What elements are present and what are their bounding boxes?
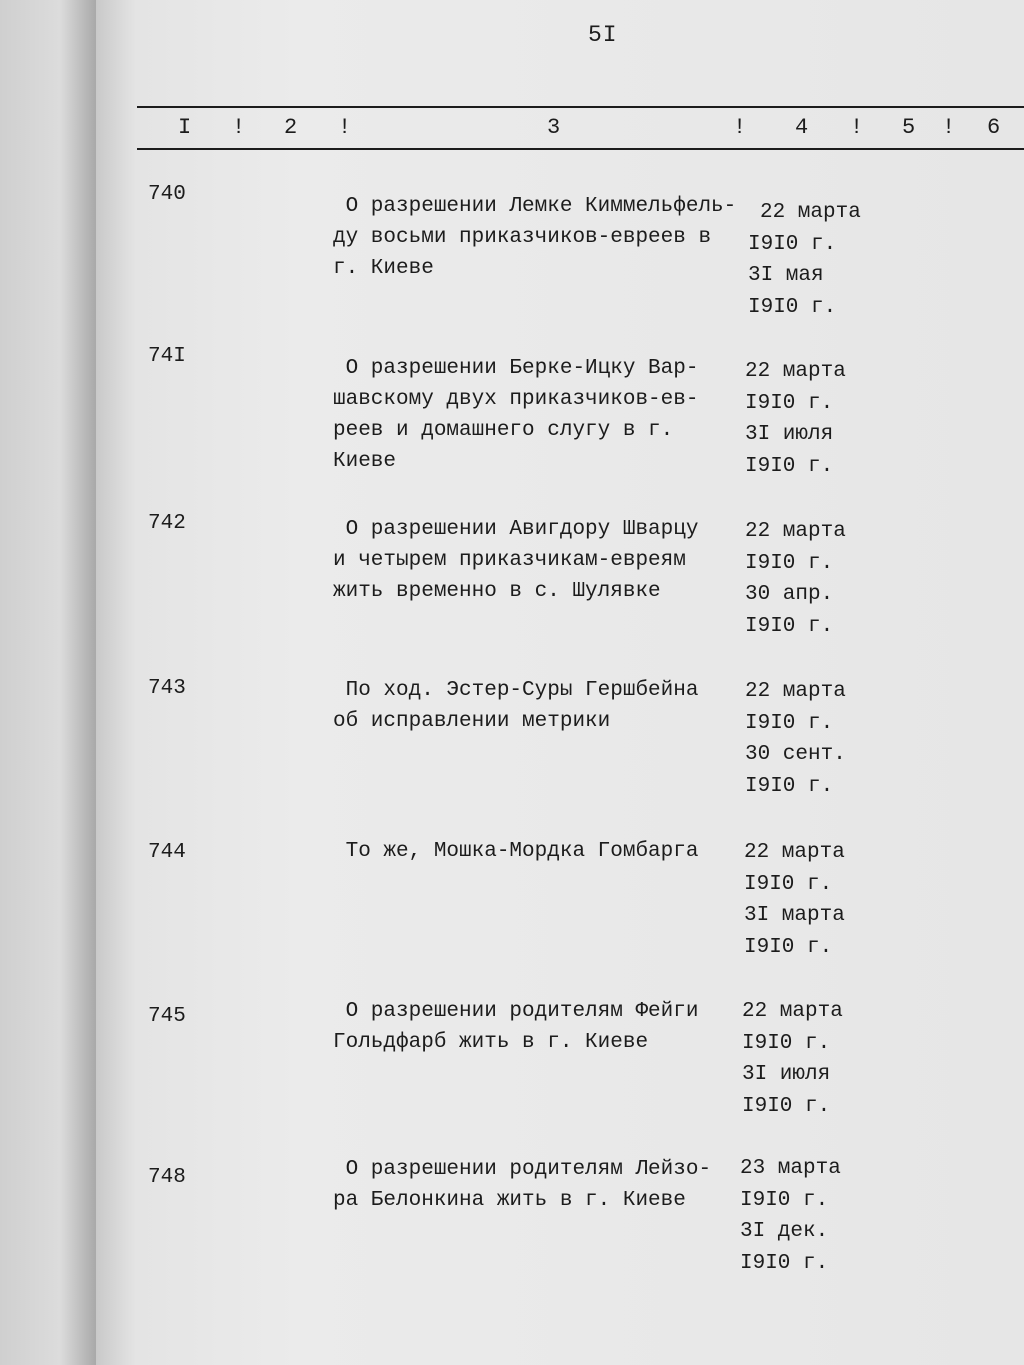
entry-number: 748 <box>148 1166 186 1189</box>
date-start: 22 марта <box>742 1000 843 1023</box>
header-bottom-rule <box>137 148 1024 150</box>
header-top-rule <box>137 106 1024 108</box>
entry-number: 745 <box>148 1005 186 1028</box>
year-start: I9I0 г. <box>744 872 833 896</box>
date-end: 3I дек. <box>740 1220 829 1243</box>
year-start: I9I0 г. <box>745 391 834 415</box>
year-end: I9I0 г. <box>748 295 837 319</box>
entry-description: По ход. Эстер-Суры Гершбейна об исправлении метрики <box>333 679 699 733</box>
entry-dates <box>745 676 846 802</box>
header-col-4: 4 <box>795 115 809 140</box>
entry-description: О разрешении Берке-Ицку Вар- шавскому двух приказчиков-ев- реев и домашнего слугу в г. Киеве <box>333 357 699 473</box>
year-start: I9I0 г. <box>745 551 834 575</box>
entry-number: 74I <box>148 345 186 368</box>
date-start: 22 марта <box>760 201 861 224</box>
year-end: I9I0 г. <box>745 614 834 638</box>
header-separator: ! <box>733 115 747 140</box>
entry-dates <box>744 837 845 963</box>
entry-description: О разрешении родителям Лейзо- ра Белонкина жить в г. Киеве <box>333 1158 712 1212</box>
header-col-6: 6 <box>987 115 1001 140</box>
date-end: 3I июля <box>742 1063 831 1086</box>
entry-dates <box>745 356 846 482</box>
entry-description: То же, Мошка-Мордка Гомбарга <box>333 840 699 863</box>
entry-dates <box>745 516 846 642</box>
entry-dates <box>742 996 843 1122</box>
year-end: I9I0 г. <box>745 774 834 798</box>
year-start: I9I0 г. <box>745 711 834 735</box>
year-end: I9I0 г. <box>745 454 834 478</box>
entry-number: 740 <box>148 183 186 206</box>
entry-dates <box>740 1153 841 1279</box>
year-start: I9I0 г. <box>742 1031 831 1055</box>
year-end: I9I0 г. <box>740 1251 829 1275</box>
entry-number: 742 <box>148 512 186 535</box>
date-start: 23 марта <box>740 1157 841 1180</box>
year-start: I9I0 г. <box>740 1188 829 1212</box>
header-separator: ! <box>338 115 352 140</box>
date-start: 22 марта <box>745 680 846 703</box>
date-end: 30 сент. <box>745 743 846 766</box>
page-number: 5I <box>588 22 618 48</box>
date-end: 3I июля <box>745 423 834 446</box>
header-col-2: 2 <box>284 115 298 140</box>
header-separator: ! <box>232 115 246 140</box>
header-col-1: I <box>178 115 192 140</box>
entry-number: 743 <box>148 677 186 700</box>
entry-dates <box>748 197 861 323</box>
year-end: I9I0 г. <box>744 935 833 959</box>
header-col-3: 3 <box>547 115 561 140</box>
header-separator: ! <box>850 115 864 140</box>
entry-number: 744 <box>148 841 186 864</box>
date-start: 22 марта <box>744 841 845 864</box>
header-col-5: 5 <box>902 115 916 140</box>
date-start: 22 марта <box>745 360 846 383</box>
year-end: I9I0 г. <box>742 1094 831 1118</box>
date-end: 30 апр. <box>745 583 834 606</box>
date-start: 22 марта <box>745 520 846 543</box>
year-start: I9I0 г. <box>748 232 837 256</box>
date-end: 3I марта <box>744 904 845 927</box>
entry-description: О разрешении Лемке Киммельфель- ду восьми приказчиков-евреев в г. Киеве <box>333 195 737 280</box>
header-separator: ! <box>942 115 956 140</box>
entry-description: О разрешении родителям Фейги Гольдфарб жить в г. Киеве <box>333 1000 699 1054</box>
entry-description: О разрешении Авигдору Шварцу и четырем приказчикам-евреям жить временно в с. Шулявке <box>333 518 699 603</box>
facing-page-edge <box>0 0 96 1365</box>
date-end: 3I мая <box>748 264 824 287</box>
